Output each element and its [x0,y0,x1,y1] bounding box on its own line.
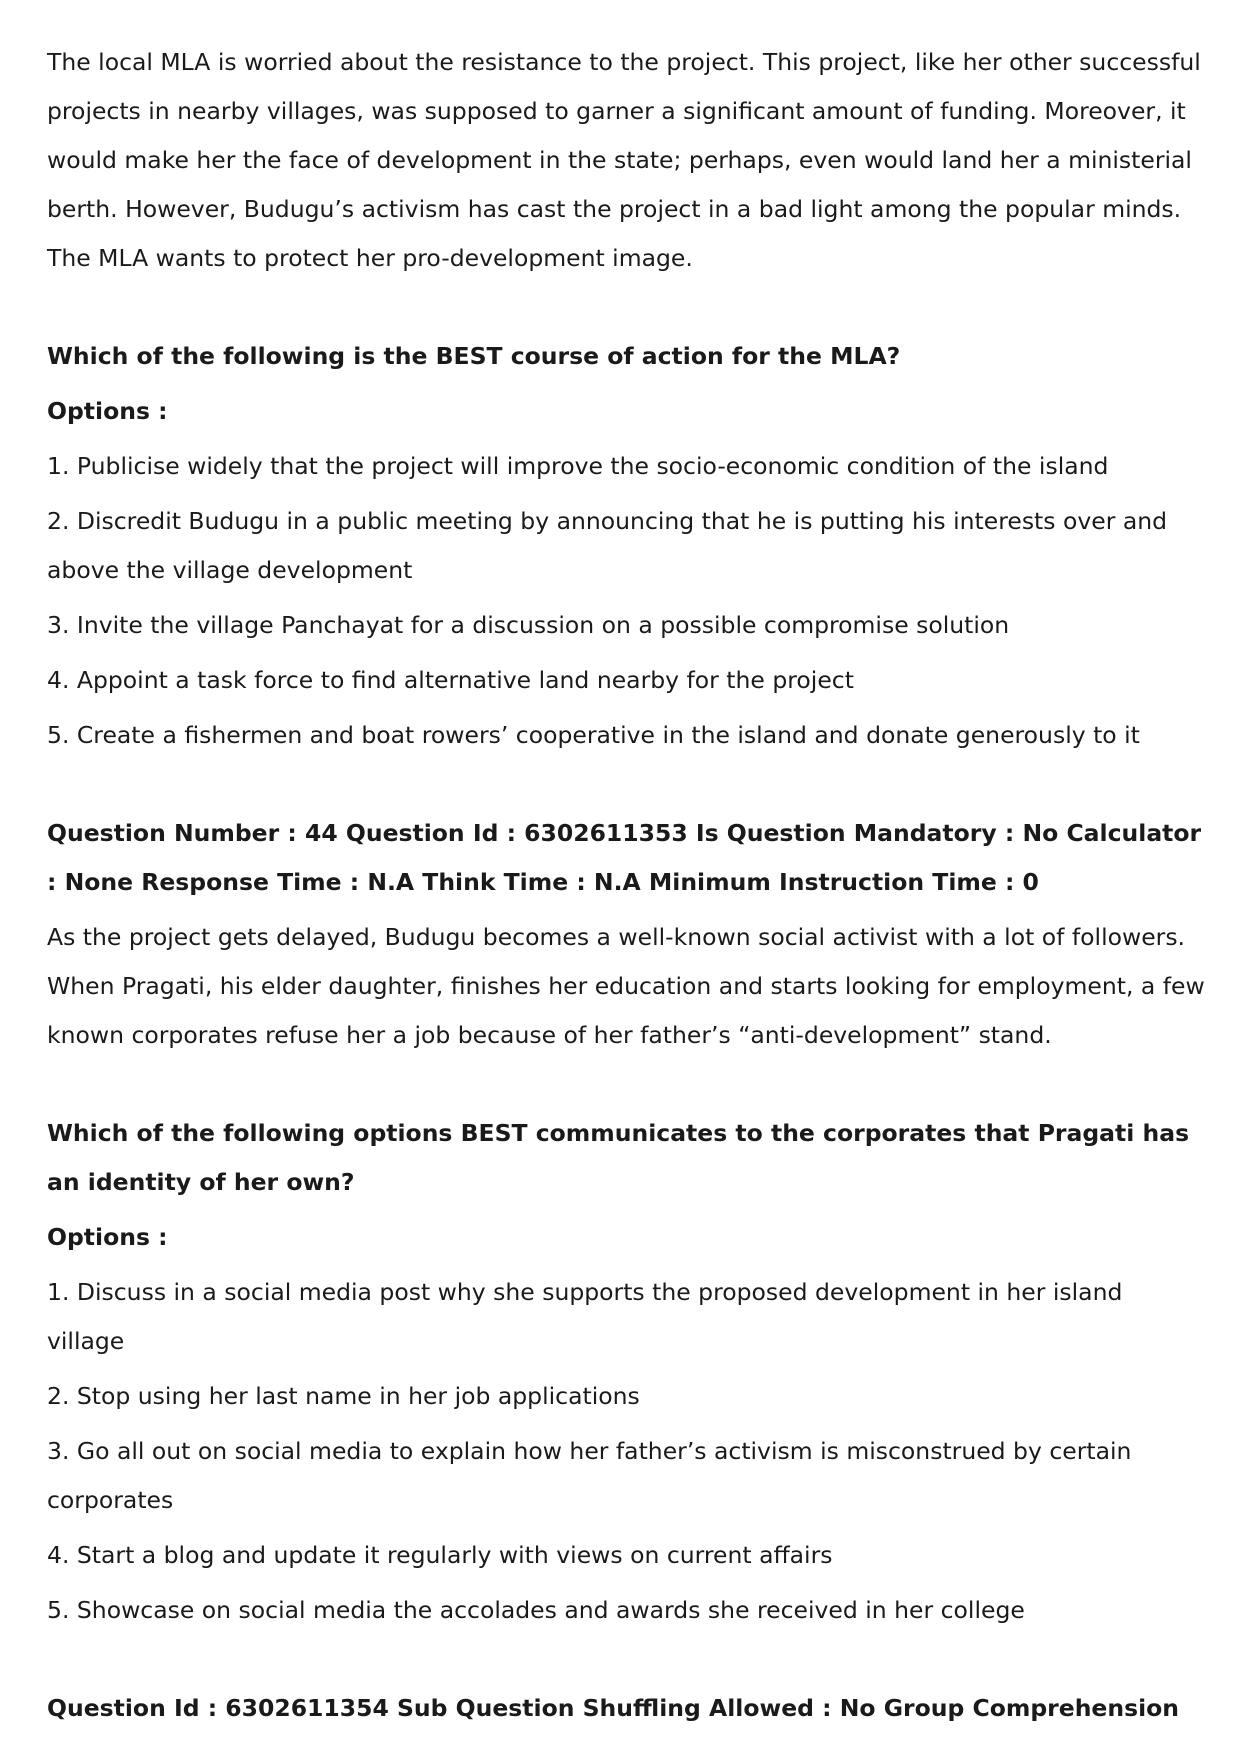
option-2-1: 1. Discuss in a social media post why she supports the proposed development in her island village [47,1278,1123,1355]
option-1-4: 4. Appoint a task force to find alternative land nearby for the project [47,666,854,694]
options-list-2 [47,1268,1207,1635]
question-pragati: Which of the following options BEST communicates to the corporates that Pragati has an identity of her own? [47,1119,1190,1196]
question-header-group: Question Id : 6302611354 Sub Question Shuffling Allowed : No Group Comprehension [47,1694,1180,1722]
option-2-5: 5. Showcase on social media the accolades and awards she received in her college [47,1596,1025,1624]
option-1-3: 3. Invite the village Panchayat for a discussion on a possible compromise solution [47,611,1010,639]
option-1-5: 5. Create a fishermen and boat rowers’ cooperative in the island and donate generously to it [47,721,1140,749]
option-2-3: 3. Go all out on social media to explain how her father’s activism is misconstrued by certain corporates [47,1437,1132,1514]
option-1-1: 1. Publicise widely that the project will improve the socio-economic condition of the island [47,452,1109,480]
passage-pragati: As the project gets delayed, Budugu becomes a well-known social activist with a lot of followers. When Pragati, his elder daughter, finishes her education and starts looking for employment, a few known corporates refuse her a job because of her father’s “anti-development” stand. [47,923,1205,1049]
options-list-1 [47,442,1207,760]
document-page [47,38,1207,1733]
passage-mla: The local MLA is worried about the resistance to the project. This project, like her other successful projects in nearby villages, was supposed to garner a significant amount of funding. Moreover, it would make her the face of development in the state; perhaps, even would land her a ministerial berth. However, Budugu’s activism has cast the project in a bad light among the popular minds. The MLA wants to protect her pro-development image. [47,48,1201,272]
question-header-44: Question Number : 44 Question Id : 6302611353 Is Question Mandatory : No Calculator : None Response Time : N.A Think Time : N.A Minimum Instruction Time : 0 [47,819,1202,896]
question-mla: Which of the following is the BEST course of action for the MLA? [47,342,901,370]
option-2-2: 2. Stop using her last name in her job applications [47,1382,640,1410]
options-label-2: Options : [47,1223,168,1251]
option-1-2: 2. Discredit Budugu in a public meeting by announcing that he is putting his interests over and above the village development [47,507,1168,584]
options-label-1: Options : [47,397,168,425]
option-2-4: 4. Start a blog and update it regularly with views on current affairs [47,1541,833,1569]
